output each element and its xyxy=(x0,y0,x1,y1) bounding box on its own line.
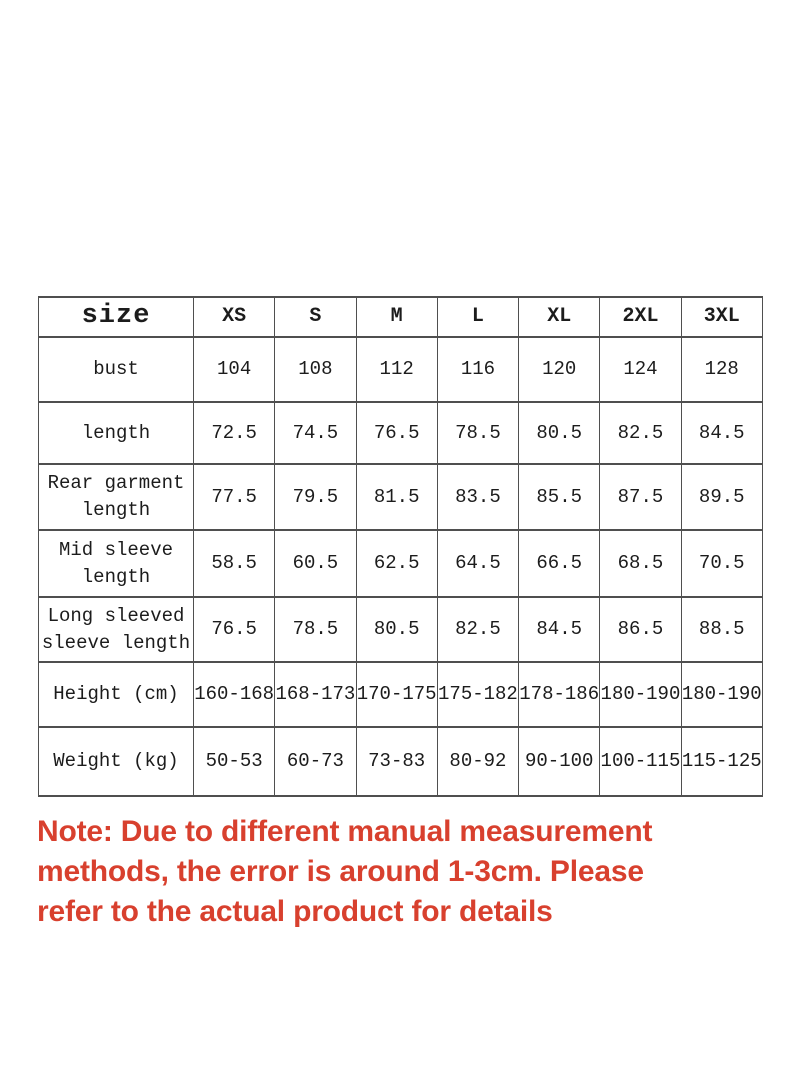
cell-long-xs: 76.5 xyxy=(194,597,275,662)
row-label-bust: bust xyxy=(39,337,194,402)
cell-height-s: 168-173 xyxy=(275,662,356,727)
table-row-rear-garment-length xyxy=(39,464,763,530)
cell-mid-2xl: 68.5 xyxy=(600,530,681,597)
cell-bust-3xl: 128 xyxy=(681,337,762,402)
cell-weight-3xl: 115-125 xyxy=(681,727,762,796)
cell-bust-s: 108 xyxy=(275,337,356,402)
table-row-long-sleeve-length xyxy=(39,597,763,662)
cell-rear-3xl: 89.5 xyxy=(681,464,762,530)
row-label-length: length xyxy=(39,402,194,464)
cell-long-3xl: 88.5 xyxy=(681,597,762,662)
cell-rear-m: 81.5 xyxy=(356,464,437,530)
cell-bust-2xl: 124 xyxy=(600,337,681,402)
cell-mid-3xl: 70.5 xyxy=(681,530,762,597)
cell-weight-xl: 90-100 xyxy=(519,727,600,796)
cell-mid-s: 60.5 xyxy=(275,530,356,597)
cell-rear-l: 83.5 xyxy=(437,464,518,530)
note-line-2: methods, the error is around 1-3cm. Please xyxy=(37,855,644,888)
table-header-row xyxy=(39,297,763,337)
row-label-rear-garment-length: Rear garment length xyxy=(39,464,194,530)
cell-height-m: 170-175 xyxy=(356,662,437,727)
cell-mid-l: 64.5 xyxy=(437,530,518,597)
col-header-xl: XL xyxy=(519,297,600,337)
cell-bust-l: 116 xyxy=(437,337,518,402)
cell-height-3xl: 180-190 xyxy=(681,662,762,727)
cell-mid-xs: 58.5 xyxy=(194,530,275,597)
cell-bust-xl: 120 xyxy=(519,337,600,402)
row-label-mid-sleeve-length: Mid sleeve length xyxy=(39,530,194,597)
cell-long-l: 82.5 xyxy=(437,597,518,662)
cell-rear-2xl: 87.5 xyxy=(600,464,681,530)
table-row-weight xyxy=(39,727,763,796)
cell-rear-xs: 77.5 xyxy=(194,464,275,530)
col-header-xs: XS xyxy=(194,297,275,337)
note-line-3: refer to the actual product for details xyxy=(37,895,553,928)
cell-weight-m: 73-83 xyxy=(356,727,437,796)
cell-length-xl: 80.5 xyxy=(519,402,600,464)
cell-length-s: 74.5 xyxy=(275,402,356,464)
cell-weight-l: 80-92 xyxy=(437,727,518,796)
cell-rear-s: 79.5 xyxy=(275,464,356,530)
cell-long-2xl: 86.5 xyxy=(600,597,681,662)
cell-height-xs: 160-168 xyxy=(194,662,275,727)
cell-length-xs: 72.5 xyxy=(194,402,275,464)
cell-height-2xl: 180-190 xyxy=(600,662,681,727)
col-header-l: L xyxy=(437,297,518,337)
cell-bust-m: 112 xyxy=(356,337,437,402)
table-row-height xyxy=(39,662,763,727)
row-label-height: Height (cm) xyxy=(39,662,194,727)
cell-weight-xs: 50-53 xyxy=(194,727,275,796)
col-header-3xl: 3XL xyxy=(681,297,762,337)
cell-long-xl: 84.5 xyxy=(519,597,600,662)
note-line-1: Note: Due to different manual measurement xyxy=(37,815,653,848)
cell-mid-m: 62.5 xyxy=(356,530,437,597)
size-header-cell: size xyxy=(39,297,194,337)
table-row-mid-sleeve-length xyxy=(39,530,763,597)
cell-long-m: 80.5 xyxy=(356,597,437,662)
col-header-2xl: 2XL xyxy=(600,297,681,337)
cell-height-l: 175-182 xyxy=(437,662,518,727)
cell-length-2xl: 82.5 xyxy=(600,402,681,464)
cell-rear-xl: 85.5 xyxy=(519,464,600,530)
cell-height-xl: 178-186 xyxy=(519,662,600,727)
measurement-note xyxy=(37,812,767,932)
row-label-weight: Weight (kg) xyxy=(39,727,194,796)
col-header-m: M xyxy=(356,297,437,337)
col-header-s: S xyxy=(275,297,356,337)
table-row-bust xyxy=(39,337,763,402)
cell-length-l: 78.5 xyxy=(437,402,518,464)
cell-long-s: 78.5 xyxy=(275,597,356,662)
cell-bust-xs: 104 xyxy=(194,337,275,402)
row-label-long-sleeve-length: Long sleeved sleeve length xyxy=(39,597,194,662)
cell-length-3xl: 84.5 xyxy=(681,402,762,464)
table-row-length xyxy=(39,402,763,464)
cell-mid-xl: 66.5 xyxy=(519,530,600,597)
cell-weight-2xl: 100-115 xyxy=(600,727,681,796)
size-chart-table xyxy=(38,296,763,797)
cell-length-m: 76.5 xyxy=(356,402,437,464)
cell-weight-s: 60-73 xyxy=(275,727,356,796)
